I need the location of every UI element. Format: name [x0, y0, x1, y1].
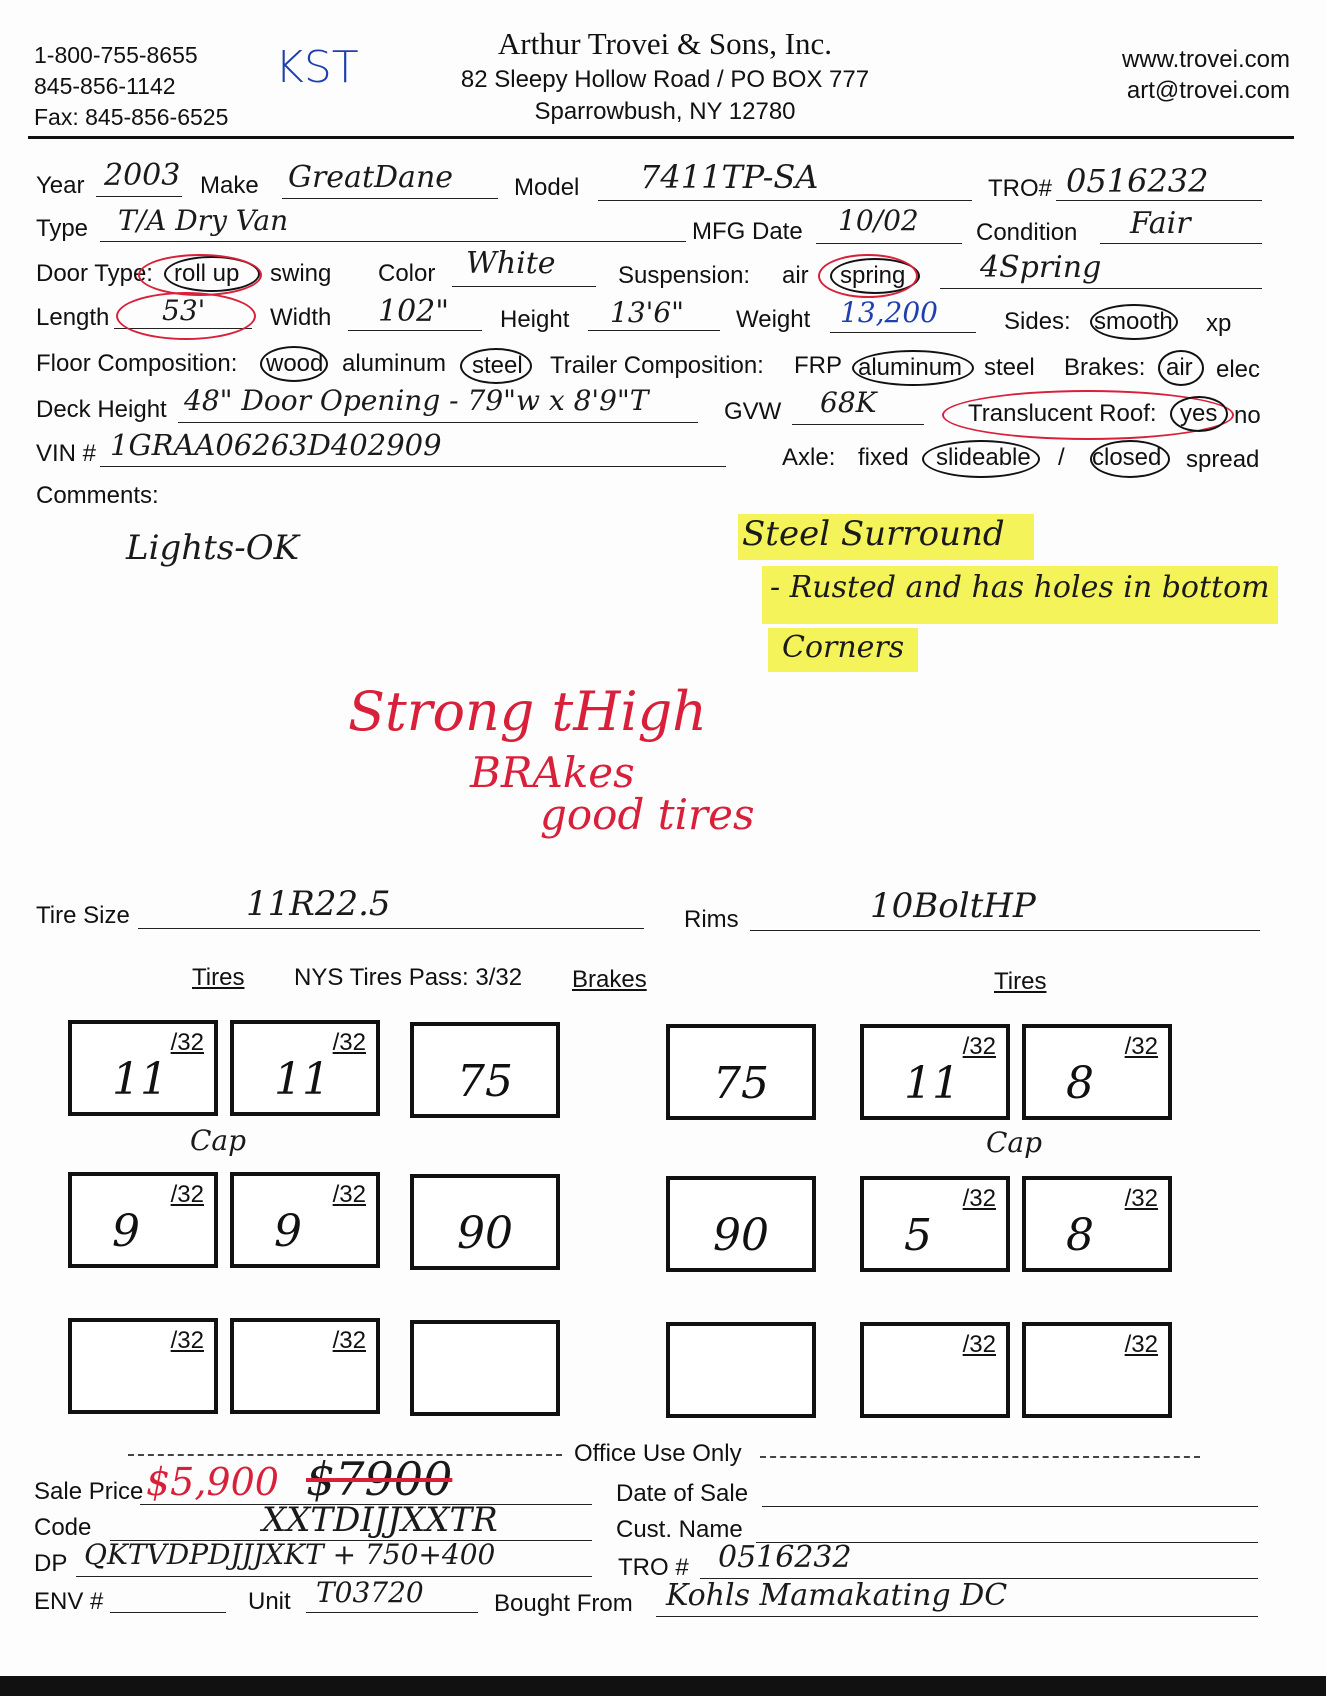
tire-box-r3-4[interactable]: /32: [1022, 1322, 1172, 1418]
sale-price-old: $7900: [306, 1452, 453, 1506]
comment-rusted[interactable]: - Rusted and has holes in bottom: [770, 570, 1270, 605]
type-value[interactable]: T/A Dry Van: [118, 204, 289, 237]
brakes-elec-option[interactable]: elec: [1216, 356, 1261, 383]
make-value[interactable]: GreatDane: [288, 160, 454, 195]
gvw-value[interactable]: 68K: [820, 386, 877, 419]
phone-1: 1-800-755-8655: [34, 42, 198, 68]
comments-label: Comments:: [36, 482, 159, 509]
tire-depth-r1-4: 8: [1066, 1058, 1094, 1109]
bought-from-label: Bought From: [494, 1590, 633, 1617]
env-label: ENV #: [34, 1588, 104, 1615]
comment-steel-surround[interactable]: Steel Surround: [742, 514, 1005, 554]
office-tro-label: TRO #: [618, 1554, 689, 1581]
unit-label: Unit: [248, 1588, 291, 1615]
trailer-aluminum-circle: [852, 350, 974, 386]
length-label: Length: [36, 304, 110, 331]
floor-steel-option[interactable]: steel: [472, 352, 523, 379]
tires-header-left: Tires: [192, 964, 245, 991]
height-label: Height: [500, 306, 570, 333]
code-value[interactable]: XXTDIJJXXTR: [262, 1500, 498, 1540]
brake-value-r2-2: 90: [713, 1210, 769, 1261]
tire-box-r2-4[interactable]: /32 8: [1022, 1176, 1172, 1272]
gvw-label: GVW: [724, 398, 782, 425]
company-name: Arthur Trovei & Sons, Inc.: [497, 26, 833, 61]
sides-xp-option[interactable]: xp: [1206, 310, 1232, 337]
trailer-composition-label: Trailer Composition:: [550, 352, 764, 379]
comment-red-3[interactable]: good tires: [540, 790, 755, 839]
office-use-title: Office Use Only: [574, 1440, 742, 1467]
dp-label: DP: [34, 1550, 68, 1577]
axle-slideable-circle: [922, 440, 1040, 478]
vin-label: VIN #: [36, 440, 97, 467]
tire-box-r2-1[interactable]: /32 9: [68, 1172, 218, 1268]
weight-label: Weight: [736, 306, 811, 333]
tire-box-r3-2[interactable]: /32: [230, 1318, 380, 1414]
floor-wood-circle: [260, 346, 328, 382]
floor-steel-circle: [460, 348, 532, 384]
brakes-label: Brakes:: [1064, 354, 1146, 381]
bought-from-value[interactable]: Kohls Mamakating DC: [666, 1578, 1008, 1613]
unit-value[interactable]: T03720: [316, 1576, 424, 1609]
door-rollup-option[interactable]: roll up: [174, 260, 240, 287]
brake-value-r2-1: 90: [457, 1208, 513, 1259]
color-value[interactable]: White: [466, 246, 556, 281]
make-label: Make: [200, 172, 259, 199]
axle-spread-option[interactable]: spread: [1186, 446, 1260, 473]
suspension-spring-option[interactable]: spring: [840, 262, 906, 289]
company-address-2: Sparrowbush, NY 12780: [534, 98, 796, 125]
tire-depth-r1-3: 11: [904, 1058, 960, 1109]
door-swing-option[interactable]: swing: [270, 260, 332, 287]
tire-box-r1-4[interactable]: /32 8: [1022, 1024, 1172, 1120]
cust-name-label: Cust. Name: [616, 1516, 743, 1543]
model-value[interactable]: 7411TP-SA: [640, 158, 819, 196]
tro-value[interactable]: 0516232: [1066, 162, 1209, 200]
tro-label: TRO#: [988, 175, 1053, 202]
axle-closed-circle: [1090, 440, 1170, 478]
cap-left: Cap: [190, 1124, 247, 1157]
tire-depth-r2-3: 5: [904, 1210, 932, 1261]
brakes-air-circle: [1158, 350, 1204, 386]
brake-box-r2-1[interactable]: [410, 1174, 560, 1270]
comment-red-2[interactable]: BRAkes: [470, 748, 635, 797]
trailer-steel-option[interactable]: steel: [984, 354, 1035, 381]
trailer-aluminum-option[interactable]: aluminum: [858, 354, 963, 381]
suspension-note[interactable]: 4Spring: [980, 250, 1102, 285]
year-value[interactable]: 2003: [104, 158, 181, 193]
floor-wood-option[interactable]: wood: [266, 350, 324, 377]
mfg-label: MFG Date: [692, 218, 803, 245]
comment-corners[interactable]: Corners: [782, 630, 905, 665]
sale-price-value[interactable]: $5,900: [146, 1460, 279, 1504]
brake-box-r3-2[interactable]: [666, 1322, 816, 1418]
length-red-circle: [116, 292, 256, 340]
brake-value-r1-2: 75: [713, 1058, 769, 1109]
year-label: Year: [36, 172, 85, 199]
brakes-header: Brakes: [572, 966, 647, 993]
website[interactable]: www.trovei.com: [1121, 46, 1290, 73]
tire-depth-r1-2: 11: [274, 1054, 330, 1105]
translucent-roof-label: Translucent Roof:: [968, 400, 1157, 427]
deck-height-label: Deck Height: [36, 396, 167, 423]
brake-box-r1-2[interactable]: [666, 1024, 816, 1120]
brake-box-r2-2[interactable]: [666, 1176, 816, 1272]
deck-height-value[interactable]: 48" Door Opening - 79"w x 8'9"T: [184, 384, 649, 417]
bottom-scan-edge: [0, 1676, 1326, 1696]
vin-value[interactable]: 1GRAA06263D402909: [110, 428, 442, 462]
tire-depth-r2-2: 9: [274, 1206, 302, 1257]
suspension-label: Suspension:: [618, 262, 751, 289]
axle-slash: /: [1058, 444, 1065, 471]
type-label: Type: [36, 215, 89, 242]
tires-header-right: Tires: [994, 968, 1047, 995]
width-label: Width: [270, 304, 332, 331]
tire-box-r1-3[interactable]: /32 11: [860, 1024, 1010, 1120]
sides-smooth-option[interactable]: smooth: [1094, 308, 1173, 335]
phone-2: 845-856-1142: [34, 73, 176, 99]
suspension-air-option[interactable]: air: [782, 262, 809, 289]
cap-right: Cap: [986, 1126, 1043, 1159]
width-value[interactable]: 102": [378, 294, 450, 329]
door-type-label: Door Type:: [36, 260, 153, 287]
axle-label: Axle:: [782, 444, 836, 471]
brakes-air-option[interactable]: air: [1166, 354, 1193, 381]
brake-box-r3-1[interactable]: [410, 1320, 560, 1416]
company-address-1: 82 Sleepy Hollow Road / PO BOX 777: [460, 66, 870, 93]
tire-depth-r2-1: 9: [112, 1206, 140, 1257]
suspension-spring-red-circle: [818, 254, 918, 298]
length-value[interactable]: 53': [162, 294, 206, 327]
dp-value[interactable]: QKTVDPDJJJXKT + 750+400: [84, 1538, 496, 1571]
axle-fixed-option[interactable]: fixed: [858, 444, 909, 471]
door-rollup-red-circle: [138, 254, 262, 296]
tire-size-label: Tire Size: [36, 902, 130, 929]
tire-box-r1-2[interactable]: /32 11: [230, 1020, 380, 1116]
rims-label: Rims: [684, 906, 739, 933]
floor-aluminum-option[interactable]: aluminum: [342, 350, 447, 377]
email[interactable]: art@trovei.com: [1126, 77, 1290, 104]
axle-closed-option[interactable]: closed: [1092, 444, 1162, 471]
tire-box-r2-2[interactable]: /32 9: [230, 1172, 380, 1268]
roof-yes-option[interactable]: yes: [1180, 400, 1218, 427]
comment-red-1[interactable]: Strong tHigh: [348, 680, 707, 743]
office-dash-right: [760, 1456, 1200, 1458]
axle-slideable-option[interactable]: slideable: [936, 444, 1031, 471]
comment-lights[interactable]: Lights-OK: [126, 528, 299, 568]
height-value[interactable]: 13'6": [610, 296, 685, 329]
tire-box-r3-3[interactable]: /32: [860, 1322, 1010, 1418]
tire-box-r2-3[interactable]: /32 5: [860, 1176, 1010, 1272]
rims-value[interactable]: 10BoltHP: [870, 886, 1036, 926]
color-label: Color: [378, 260, 436, 287]
roof-yes-circle: [1170, 396, 1228, 432]
condition-value[interactable]: Fair: [1130, 206, 1191, 241]
sides-smooth-circle: [1090, 304, 1178, 340]
tire-size-value[interactable]: 11R22.5: [246, 884, 391, 924]
brake-value-r1-1: 75: [457, 1056, 513, 1107]
nys-tires-pass: NYS Tires Pass: 3/32: [294, 964, 523, 991]
code-label: Code: [34, 1514, 92, 1541]
sale-price-label: Sale Price: [34, 1478, 144, 1505]
tire-box-r3-1[interactable]: /32: [68, 1318, 218, 1414]
tire-box-r1-1[interactable]: /32 11: [68, 1020, 218, 1116]
fax: Fax: 845-856-6525: [34, 104, 229, 130]
header-divider: [28, 136, 1294, 139]
tire-depth-r1-1: 11: [112, 1054, 168, 1105]
condition-label: Condition: [976, 219, 1078, 246]
tire-depth-r2-4: 8: [1066, 1210, 1094, 1261]
model-label: Model: [514, 174, 580, 201]
weight-value[interactable]: 13,200: [840, 296, 938, 329]
mfg-value[interactable]: 10/02: [838, 204, 919, 237]
floor-composition-label: Floor Composition:: [36, 350, 238, 377]
office-tro-value[interactable]: 0516232: [718, 1540, 852, 1575]
trailer-frp-option[interactable]: FRP: [794, 352, 842, 379]
initials: KST: [275, 42, 359, 93]
brake-box-r1-1[interactable]: [410, 1022, 560, 1118]
roof-no-option[interactable]: no: [1234, 402, 1261, 429]
date-of-sale-label: Date of Sale: [616, 1480, 749, 1507]
sides-label: Sides:: [1004, 308, 1071, 335]
